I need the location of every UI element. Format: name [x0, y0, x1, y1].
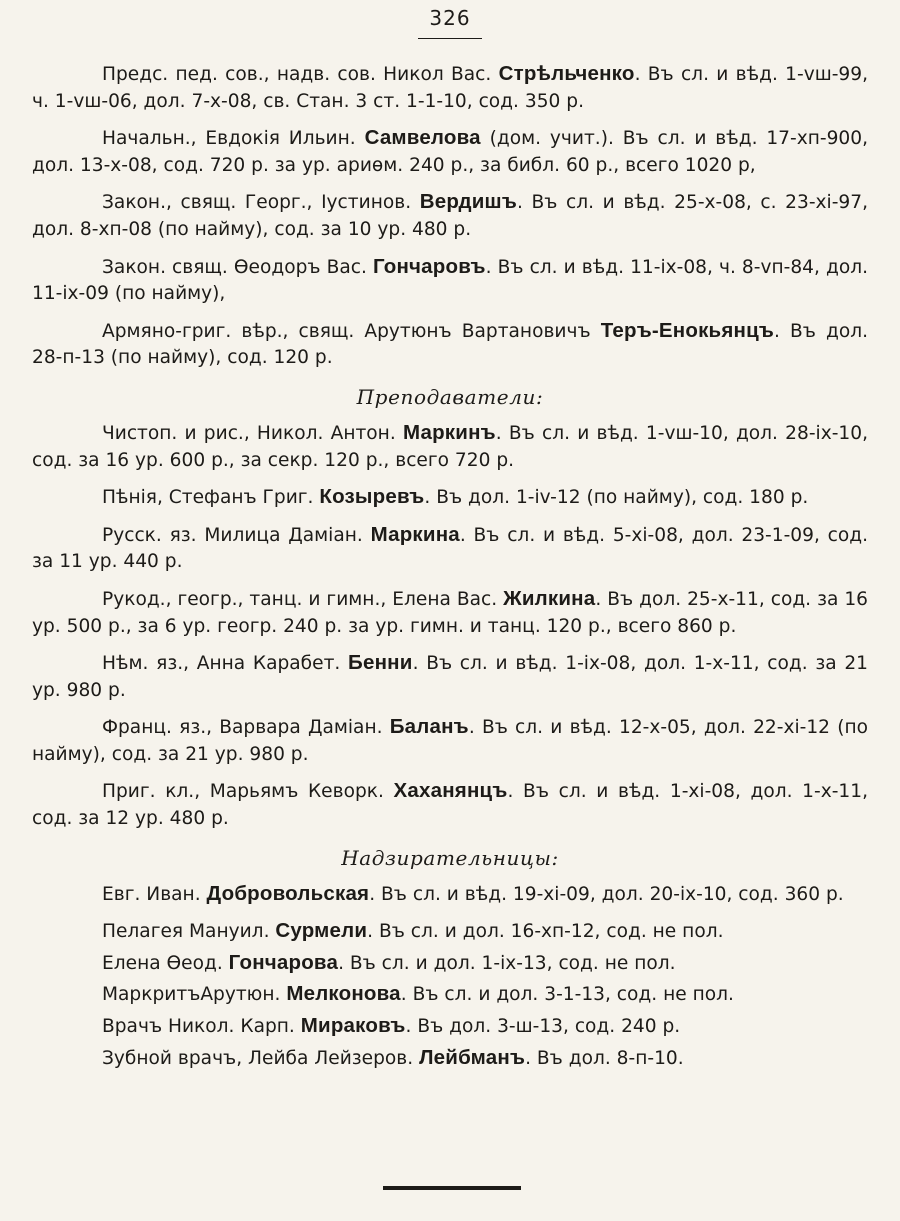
staff-entry: Армяно-григ. вѣр., свящ. Арутюнъ Вартановичъ Теръ-Енокьянцъ. Въ дол. 28-п-13 (по найму), сод. 120 р.: [32, 318, 868, 369]
teacher-surname: Бенни: [348, 651, 413, 675]
teacher-entry: Чистоп. и рис., Никол. Антон. Маркинъ. Въ сл. и вѣд. 1-vш-10, дол. 28-іх-10, сод. за 16 ур. 600 р., за секр. 120 р., всего 720 р.: [32, 420, 868, 471]
supervisors-list: [32, 881, 868, 1073]
staff-surname: Теръ-Енокьянцъ: [600, 318, 775, 342]
teacher-entry: Нѣм. яз., Анна Карабет. Бенни. Въ сл. и вѣд. 1-іх-08, дол. 1-х-11, сод. за 21 ур. 980 р.: [32, 651, 868, 701]
teacher-surname: Баланъ: [389, 715, 469, 739]
section-heading-supervisors: Надзирательницы:: [341, 845, 559, 870]
teacher-entry: Франц. яз., Варвара Даміан. Баланъ. Въ сл. и вѣд. 12-х-05, дол. 22-хі-12 (по найму), сод. за 21 ур. 980 р.: [32, 715, 868, 765]
dentist-entry: Зубной врачъ, Лейба Лейзеров. Лейбманъ. Въ дол. 8-п-10.: [102, 1045, 684, 1069]
doctor-surname: Мираковъ: [300, 1014, 406, 1038]
supervisor-surname: Сурмели: [275, 919, 368, 943]
teacher-surname: Маркина: [370, 522, 460, 546]
section-heading-teachers: Преподаватели:: [356, 384, 544, 409]
teacher-surname: Маркинъ: [402, 420, 496, 444]
teacher-surname: Жилкина: [503, 586, 596, 610]
supervisor-entry: МаркритъАрутюн. Мелконова. Въ сл. и дол. 3-1-13, сод. не пол.: [102, 982, 734, 1006]
staff-entry: Закон. свящ. Ѳеодоръ Вас. Гончаровъ. Въ сл. и вѣд. 11-іх-08, ч. 8-vп-84, дол. 11-іх-09 (по найму),: [32, 254, 868, 305]
supervisor-entry: Елена Ѳеод. Гончарова. Въ сл. и дол. 1-іх-13, сод. не пол.: [102, 950, 676, 974]
teacher-entry: Русск. яз. Милица Даміан. Маркина. Въ сл. и вѣд. 5-хі-08, дол. 23-1-09, сод. за 11 ур. 440 р.: [32, 522, 868, 573]
teacher-surname: Хаханянцъ: [393, 779, 508, 803]
staff-entry: Закон., свящ. Георг., Іустинов. Вердишъ. Въ сл. и вѣд. 25-х-08, с. 23-хі-97, дол. 8-хп-08 (по найму), сод. за 10 ур. 480 р.: [32, 190, 868, 240]
page-number-rule: [418, 38, 482, 39]
teachers-list: [32, 420, 868, 833]
staff-entry: Начальн., Евдокія Ильин. Самвелова (дом. учит.). Въ сл. и вѣд. 17-хп-900, дол. 13-х-08, сод. 720 р. за ур. ариѳм. 240 р., за библ. 60 р., всего 1020 р,: [32, 126, 868, 176]
supervisor-entry: Пелагея Мануил. Сурмели. Въ сл. и дол. 16-хп-12, сод. не пол.: [102, 919, 724, 943]
staff-surname: Стрѣльченко: [498, 62, 635, 85]
teacher-surname: Козыревъ: [319, 485, 425, 509]
supervisor-surname: Гончарова: [228, 950, 339, 974]
doctor-entry: Врачъ Никол. Карп. Мираковъ. Въ дол. 3-ш-13, сод. 240 р.: [102, 1014, 681, 1038]
end-rule: [383, 1186, 521, 1190]
staff-surname: Гончаровъ: [372, 254, 486, 278]
teacher-entry: Рукод., геогр., танц. и гимн., Елена Вас. Жилкина. Въ дол. 25-х-11, сод. за 16 ур. 500 р., за 6 ур. геогр. 240 р. за ур. гимн. и танц. 120 р., всего 860 р.: [32, 586, 868, 637]
staff-entry: Предс. пед. сов., надв. сов. Никол Вас. Стрѣльченко. Въ сл. и вѣд. 1-vш-99, ч. 1-vш-06, дол. 7-х-08, св. Стан. 3 ст. 1-1-10, сод. 350 р.: [32, 62, 868, 112]
staff-list: [32, 61, 868, 372]
supervisor-entry: Евг. Иван. Добровольская. Въ сл. и вѣд. 19-хі-09, дол. 20-іх-10, сод. 360 р.: [102, 881, 844, 905]
staff-surname: Самвелова: [364, 126, 481, 150]
supervisor-surname: Мелконова: [286, 982, 401, 1006]
dentist-surname: Лейбманъ: [419, 1045, 526, 1069]
teacher-entry: Пѣнія, Стефанъ Григ. Козыревъ. Въ дол. 1-іv-12 (по найму), сод. 180 р.: [102, 485, 809, 509]
supervisor-surname: Добровольская: [206, 881, 370, 905]
staff-surname: Вердишъ: [419, 190, 517, 214]
teacher-entry: Приг. кл., Марьямъ Кеворк. Хаханянцъ. Въ сл. и вѣд. 1-хі-08, дол. 1-х-11, сод. за 12 ур. 480 р.: [32, 779, 868, 830]
page-number: 326: [429, 6, 471, 30]
